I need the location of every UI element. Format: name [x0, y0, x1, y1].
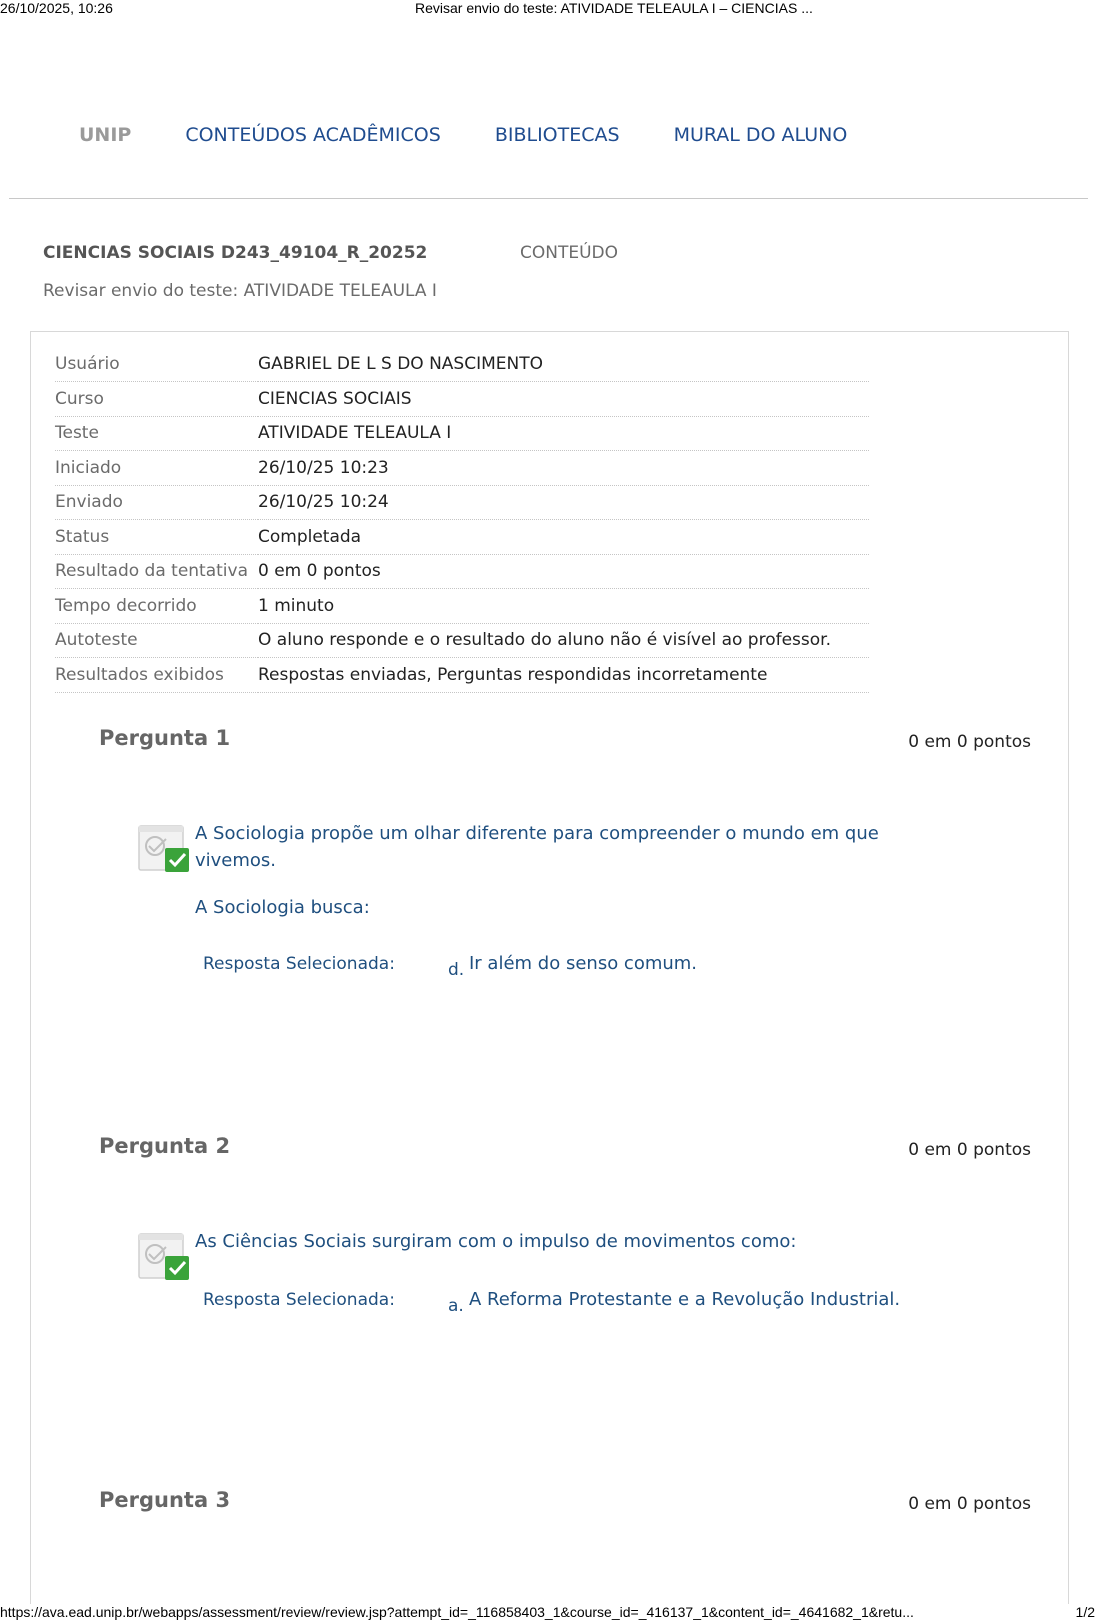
info-row-autoteste [55, 623, 869, 658]
correct-answer-icon [137, 1230, 189, 1282]
nav-item-bibliotecas[interactable]: BIBLIOTECAS [494, 124, 620, 146]
question-2 [99, 1134, 1031, 1354]
info-row-resultados-exibidos [55, 658, 869, 693]
info-label: Enviado [55, 485, 258, 520]
answer-text: Ir além do senso comum. [469, 953, 698, 974]
print-header [0, 0, 1097, 18]
info-row-status [55, 520, 869, 555]
top-navigation [79, 118, 901, 152]
info-label: Iniciado [55, 451, 258, 486]
info-value: GABRIEL DE L S DO NASCIMENTO [258, 347, 869, 382]
info-label: Resultado da tentativa [55, 554, 258, 589]
info-row-iniciado [55, 451, 869, 486]
answer-label: Resposta Selecionada: [203, 1290, 395, 1310]
page-title: Revisar envio do teste: ATIVIDADE TELEAULA I [43, 281, 437, 301]
info-value: 26/10/25 10:24 [258, 485, 869, 520]
answer-text: A Reforma Protestante e a Revolução Industrial. [469, 1289, 901, 1310]
info-value: Completada [258, 520, 869, 555]
question-1 [99, 726, 1031, 1026]
info-label: Usuário [55, 347, 258, 382]
question-text: A Sociologia propõe um olhar diferente para compreender o mundo em que vivemos. [195, 823, 879, 871]
info-value: ATIVIDADE TELEAULA I [258, 416, 869, 451]
question-3 [99, 1488, 1031, 1528]
info-label: Resultados exibidos [55, 658, 258, 693]
question-title: Pergunta 1 [99, 726, 231, 750]
answer-label: Resposta Selecionada: [203, 954, 395, 974]
print-date: 26/10/2025, 10:26 [0, 0, 113, 16]
nav-item-mural-do-aluno[interactable]: MURAL DO ALUNO [673, 124, 848, 146]
info-row-usuario [55, 347, 869, 382]
print-footer [0, 1604, 1097, 1624]
info-value: CIENCIAS SOCIAIS [258, 382, 869, 417]
course-title-link[interactable]: CIENCIAS SOCIAIS D243_49104_R_20252 [43, 243, 428, 263]
question-points: 0 em 0 pontos [908, 1494, 1031, 1514]
correct-answer-icon [137, 822, 189, 874]
info-value: 0 em 0 pontos [258, 554, 869, 589]
info-row-teste [55, 416, 869, 451]
info-value: 26/10/25 10:23 [258, 451, 869, 486]
questions-area [30, 710, 1069, 1604]
info-value: 1 minuto [258, 589, 869, 624]
question-text: As Ciências Sociais surgiram com o impulso de movimentos como: [195, 1231, 797, 1252]
info-label: Curso [55, 382, 258, 417]
info-label: Autoteste [55, 623, 258, 658]
info-label: Status [55, 520, 258, 555]
question-text-prompt: A Sociologia busca: [195, 897, 370, 918]
info-row-resultado [55, 554, 869, 589]
nav-item-conteudos-academicos[interactable]: CONTEÚDOS ACADÊMICOS [185, 124, 441, 146]
print-title: Revisar envio do teste: ATIVIDADE TELEAULA I – CIENCIAS ... [415, 0, 813, 16]
answer-letter: a. [448, 1296, 464, 1316]
content-link[interactable]: CONTEÚDO [520, 243, 619, 263]
question-title: Pergunta 2 [99, 1134, 231, 1158]
info-label: Tempo decorrido [55, 589, 258, 624]
answer-letter: d. [448, 960, 465, 980]
info-value: O aluno responde e o resultado do aluno não é visível ao professor. [258, 623, 869, 658]
info-label: Teste [55, 416, 258, 451]
print-page-number: 1/2 [1075, 1604, 1095, 1620]
info-value: Respostas enviadas, Perguntas respondidas incorretamente [258, 658, 869, 693]
info-row-curso [55, 382, 869, 417]
print-url: https://ava.ead.unip.br/webapps/assessment/review/review.jsp?attempt_id=_116858403_1&course_id=_416137_1&content_id=_4641682_1&retu... [0, 1604, 914, 1620]
nav-divider [9, 198, 1088, 199]
attempt-info-panel [30, 331, 1069, 710]
info-row-tempo [55, 589, 869, 624]
attempt-info-table [55, 347, 869, 693]
question-title: Pergunta 3 [99, 1488, 231, 1512]
info-row-enviado [55, 485, 869, 520]
question-points: 0 em 0 pontos [908, 732, 1031, 752]
question-points: 0 em 0 pontos [908, 1140, 1031, 1160]
nav-item-unip[interactable]: UNIP [79, 124, 132, 146]
